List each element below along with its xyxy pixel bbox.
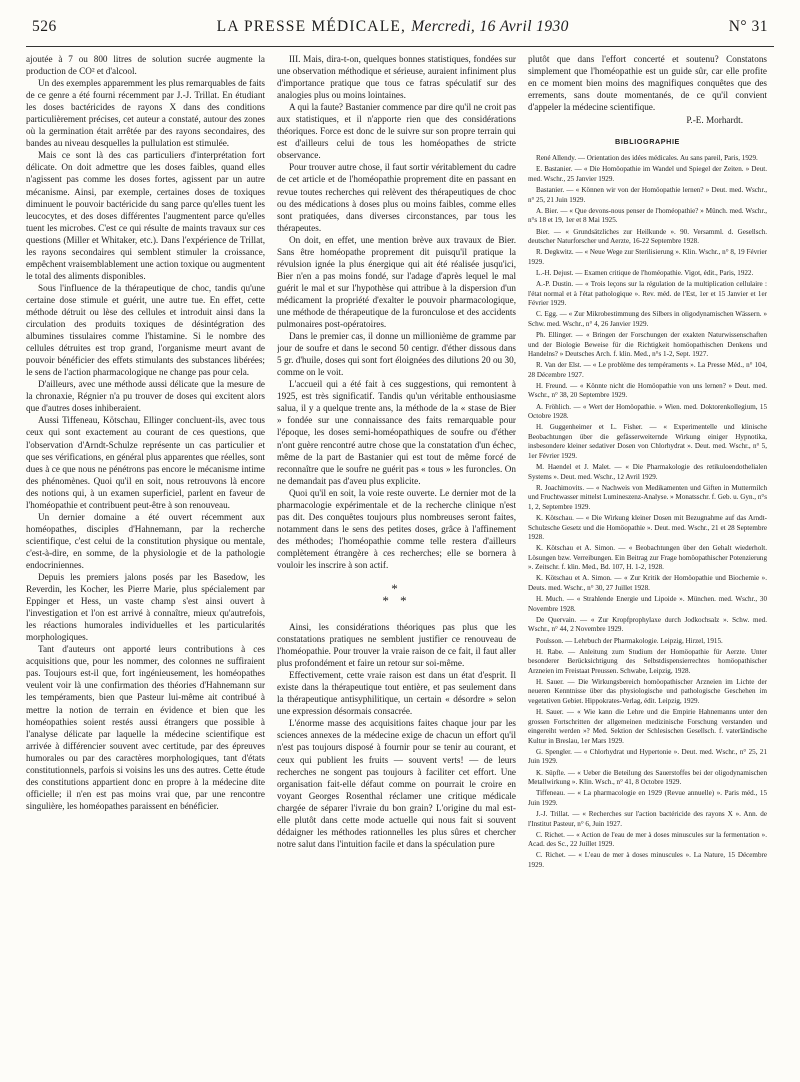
bibliography-entry: De Quervain. — « Zur Kropfprophylaxe durch Jodkochsalz ». Schw. med. Wschr., n° 44, 2 Novembre 1929. — [528, 615, 767, 634]
bibliography-entry: C. Richet. — « Action de l'eau de mer à doses minuscules sur la fermentation ». Acad. des Sc., 22 Juillet 1929. — [528, 830, 767, 849]
bibliography-entry: R. Joachimovits. — « Nachweis von Medikamenten und Giften in Muttermilch und Fruchtwasser mittelst Lumineszenz-Analyse. » Monatsschr. f. Geb. u. Gyn., n°s 1, 2, Septembre 1929. — [528, 483, 767, 511]
bibliography-entry: L.-H. Dejust. — Examen critique de l'homéopathie. Vigot, édit., Paris, 1922. — [536, 268, 754, 277]
bibliography-entry: Bier. — « Grundsätzliches zur Heilkunde ». 90. Versamml. d. Gesellsch. deutscher Naturforscher und Aerzte, 16-22 Septembre 1928. — [528, 227, 767, 246]
bibliography-entry: G. Spengler. — « Chlorhydrat und Hypertonie ». Deut. med. Wschr., n° 25, 21 Juin 1929. — [528, 747, 767, 766]
issue-date: Mercredi, 16 Avril 1930 — [411, 18, 569, 35]
bibliography-entry: H. Guggenheimer et L. Fisher. — « Experimentelle und klinische Beobachtungen über die gefässerweiternde Wirkung einiger Hypnotika, insbesondere kleiner sedativer Dosen von Chlorhydrat ». Deut. med. Wschr., n° 5, 1er Février 1929. — [528, 423, 767, 460]
column-middle — [277, 53, 516, 1063]
paragraph: Tant d'auteurs ont apporté leurs contributions à ces acquisitions que, pour les nommer, des colonnes ne suffiraient pas. Toujours est-il que, fort ingénieusement, les homéopathes veulent voir là une confirmation des théories d'Hahnemann sur les tempéraments, bien que Pasteur lui-même ait contribué à mettre la notion de terrain en évidence et bien que les homéopathies soient restés aussi étrangers que possible à l'analyse délicate par laquelle la médecine scientifique est arrivée à différencier souvent avec certitude, par des épreuves humorales ou par des caractères morphologiques, tant d'états constitutionnels, parfois si voisins les uns des autres. Cette étude des constitutions appartient donc en propre à la médecine dite officielle; il n'en est pas moins vrai que, par une rencontre singulière, les homéopathes paraissent en bénéficier. — [26, 644, 265, 811]
paragraph: ajoutée à 7 ou 800 litres de solution sucrée augmente la production de CO² et d'alcool. — [26, 54, 265, 77]
bibliography-entry: C. Richet. — « L'eau de mer à doses minuscules ». La Nature, 15 Décembre 1929. — [528, 851, 767, 869]
paragraph: III. Mais, dira-t-on, quelques bonnes statistiques, fondées sur une observation méthodique et sérieuse, auraient infiniment plus d'importance pratique que tous ce fatras spéculatif sur des analogies plus ou moins lointaines. — [277, 54, 516, 101]
running-title — [217, 18, 569, 36]
paragraph: Quoi qu'il en soit, la voie reste ouverte. Le dernier mot de la pharmacologie expérimentale et de la recherche clinique n'est pas dit. Des conquêtes toujours plus nombreuses seront faites, notamment dans le sens des petites doses, grâce à l'affinement des méthodes; l'homéopathie comme telle restera d'ailleurs complètement étrangère à ces recherches; elle se bornera à vouloir les inscrire à son actif. — [277, 487, 516, 570]
bibliography-entry: H. Freund. — « Könnte nicht die Homöopathie von uns lernen? » Deut. med. Wschr., n° 38, 20 Septembre 1929. — [528, 381, 767, 400]
column-left — [26, 53, 265, 1063]
bibliography-entry: A. Fröhlich. — « Wert der Homöopathie. » Wien. med. Doktorenkollegium, 15 Octobre 1928. — [528, 402, 767, 421]
bibliography-entry: H. Much. — « Strahlende Energie und Lipoide ». München. med. Wschr., 30 Novembre 1928. — [528, 595, 767, 613]
paragraph: Aussi Tiffeneau, Kötschau, Ellinger concluent-ils, avec tous ceux qui sont exactement au courant de ces questions, que l'observation d'Arndt-Schulze représente un cas particulier et que ses vérifications, en général plus apparentes que réelles, sont dues à ce que nous ne pénétrons pas encore le mécanisme intime des phénomènes. Quoi qu'il en soit, nous retrouvons là encore des notions qui, à un examen superficiel, parlent en faveur de l'homéopathie et contribuent peut-être à son renouveau. — [26, 415, 265, 510]
paragraph: Dans le premier cas, il donne un millionième de gramme par jour de soufre et dans le second 50 centigr. d'éther dissous dans 5 gr. d'huile, doses qui sont fort éloignées des dilutions 20 ou 30, comme on le voit. — [277, 331, 516, 378]
bibliography-entry: J.-J. Trillat. — « Recherches sur l'action bactéricide des rayons X ». Ann. de l'Institut Pasteur, n° 6, Juin 1927. — [528, 809, 767, 828]
bibliography-entry: René Allendy. — Orientation des idées médicales. Au sans pareil, Paris, 1929. — [536, 154, 758, 163]
paragraph: Depuis les premiers jalons posés par les Basedow, les Reverdin, les Kocher, les Pierre Marie, plus spécialement par Eppinger et Hess, un vaste champ s'est ainsi ouvert à l'investigation et l'on est arrivé à connaître, mieux qu'autrefois, les réactions humorales individuelles et les particularités morphologiques. — [26, 572, 265, 643]
column-right — [528, 53, 767, 1063]
bibliography-entry: K. Kötschau. — « Die Wirkung kleiner Dosen mit Bezugnahme auf das Arndt-Schulzsche Gesetz und die Homöopathie ». Deut. med. Wschr., 21 et 28 Septembre 1928. — [528, 513, 767, 542]
bibliography-entry: Bastanier. — « Können wir von der Homöopathie lernen? » Deut. med. Wschr., n° 25, 21 Juin 1929. — [528, 186, 767, 204]
paragraph: L'accueil qui a été fait à ces suggestions, qui remontent à 1925, est très significatif. Tandis qu'un véritable enthousiasme salua, il y a quelque trente ans, la méthode de la « stase de Bier » fondée sur une connaissance des faits remarquable pour l'époque, les doses semi-homéopathiques de soufre ou d'éther n'ont guère rencontré autre chose que la constatation d'un échec, même de la part de Bastanier qui est tout de même forcé de reconnaître que le soufre ne guérit pas « tous » les furoncles. On ne demandait pas d'aveu plus explicite. — [277, 379, 516, 486]
paragraph: A qui la faute? Bastanier commence par dire qu'il ne croit pas aux statistiques, et il n'apporte rien que des considérations théoriques. Force est donc de le suivre sur son propre terrain qui est d'ailleurs celui de tous les homéopathes de stricte observance. — [277, 102, 516, 161]
paragraph: Un dernier domaine a été ouvert récemment aux homéopathes, disciples d'Hahnemann, par la recherche scientifique, c'est celui de la constitution physique ou mentale, c'est-à-dire, en somme, de la physiologie et de la pathologie endocriniennes. — [26, 511, 265, 570]
paragraph: Effectivement, cette vraie raison est dans un état d'esprit. Il existe dans la thérapeutique tout entière, et pas seulement dans la thérapeutique antisyphilitique, un certain « désordre » selon une expression désormais consacrée. — [277, 670, 516, 717]
bibliography-entry: R. Van der Elst. — « Le problème des tempéraments ». La Presse Méd., n° 104, 28 Décembre 1927. — [528, 361, 767, 379]
bibliography-entry: Ph. Ellinger. — « Bringen der Forschungen der exakten Naturwissenschaften und der Biologie Beweise für die Richtigkeit homöopathischen Denkens und Handelns? » Deutsches Arch. f. klin. Med., n°s 1-2, Sept. 1927. — [528, 330, 767, 359]
bibliography-entry: E. Bastanier. — « Die Homöopathie im Wandel und Spiegel der Zeiten. » Deut. med. Wschr., 25 Janvier 1929. — [528, 165, 767, 184]
page-number: 526 — [32, 18, 57, 35]
bibliography-entry: K. Kötschau et A. Simon. — « Beobachtungen über den Gehalt wiederholt. Lösungen bzw. Verreibungen. Ein Beitrag zur Frage homöopathischer Potenzierung ». Zeitschr. f. klin. Med., Bd. 107, H. 1-2, 1928. — [528, 544, 767, 572]
paragraph: L'énorme masse des acquisitions faites chaque jour par les sciences annexes de la médecine exige de chacun un effort qu'il n'est pas toujours disposé à fournir pour se tenir au courant, et ceux qui publient les fruits — souvent verts! — de leurs recherches ne songent pas toujours à faciliter cet effort. Une organisation fait-elle défaut comme on pourrait le croire en voyant Georges Rosenthal réclamer une critique médicale chargée de séparer l'ivraie du bon grain? L'origine du mal est-elle plutôt dans cette mode actuelle qui nous fait si souvent dédaigner les méthodes rationnelles les plus sûres et chercher notre salut dans l'intuition facile et dans la spéculation pure — [277, 718, 516, 849]
bibliography-entry: H. Rabe. — Anleitung zum Studium der Homöopathie für Aerzte. Unter besonderer Berücksichtigung des Selbstdispensierrechtes homöopathischer Arzneien im Freistaat Preussen. Schwabe, Leipzig, 1928. — [528, 647, 767, 675]
bibliography-entry: R. Degkwitz. — « Neue Wege zur Sterilisierung ». Klin. Wschr., n° 8, 19 Février 1929. — [528, 248, 767, 266]
bibliography-entry: K. Kötschau et A. Simon. — « Zur Kritik der Homöopathie und Biochemie ». Deuts. med. Wschr., n° 30, 27 Juillet 1928. — [528, 574, 767, 592]
bibliography-entry: H. Sauer. — « Wie kann die Lehre und die Empirie Hahnemanns unter den grossen Fortschritten der allgemeinen medizinische Forschung verstanden und eingereiht werden »? Med. Sektion der Schlesischen Gesellsch. f. vaterländische Kultur in Breslau, 1er Mars 1929. — [528, 708, 767, 745]
bibliography-entry: M. Haendel et J. Malet. — « Die Pharmakologie des retikuloendothelialen Systems ». Deut. med. Wschr., 12 Avril 1929. — [528, 463, 767, 481]
paragraph: On doit, en effet, une mention brève aux travaux de Bier. Sans être homéopathe proprement dit puisqu'il pratique la révulsion ignée la plus énergique qui ait été réalisée jusqu'ici, Bier n'en a pas moins fondé, sur l'adage d'après lequel le mal guérit le mal et sur l'hypothèse qui attribue à la dispersion d'un médicament la propriété d'exalter le pouvoir pharmacologique, une méthode de thérapeutique de la furonculose et des accidents pulmonaires post-opératoires. — [277, 234, 516, 330]
bibliography-entry: Poulsson. — Lehrbuch der Pharmakologie. Leipzig, Hirzel, 1915. — [536, 636, 723, 645]
bibliography-entry: H. Sauer. — Die Wirkungsbereich homöopathischer Arzneien im Lichte der neueren Kenntnisse über das physiologische und pathologische Geschehen im vegetativen Gebiet. Hippokrates-Verlag, édit. Leipzig, 1929. — [528, 677, 767, 705]
bibliography-heading: BIBLIOGRAPHIE — [615, 137, 680, 147]
closing-paragraph: plutôt que dans l'effort concerté et soutenu? Constatons simplement que l'homéopathie est un guide sûr, car elle profite en ce moment bien moins des magnifiques conquêtes que des errements, sans doute momentanés, de ce qu'il convient d'appeler la médecine scientifique. — [528, 54, 767, 113]
header-rule — [26, 46, 774, 47]
paragraph: Mais ce sont là des cas particuliers d'interprétation fort délicate. On doit admettre que les doses faibles, quand elles n'agissent pas comme les doses fortes, agissent par un autre mécanisme. Ainsi, par exemple, certaines doses de toxiques diminuent le pouvoir bactéricide du sang parce qu'elles tuent les leucocytes, et des doses différentes l'augmentent parce qu'elles tuent les microbes. C'est ce qui résulte de maints travaux sur ces questions (Miller et Whitaker, etc.). Dans l'expérience de Trillat, les rayons secondaires qui semblent stimuler la croissance, empêchent vraisemblablement une action toxique ou augmentent le total des aliments disponibles. — [26, 150, 265, 281]
issue-number: N° 31 — [728, 18, 768, 35]
paragraph: Sous l'influence de la thérapeutique de choc, tandis qu'une certaine dose stimule et guérit, une autre tue. En effet, cette méthode détruit ou lèse des cellules et introduit ainsi dans la circulation des produits toxiques de désintégration des albumines tissulaires comme l'histamine. Si le nombre des cellules détruites est trop grand, l'organisme meurt avant de pouvoir bénéficier des effets stimulants des substances libérées; le sens de l'action pharmacologique ne change pas pour cela. — [26, 282, 265, 378]
paragraph: Pour trouver autre chose, il faut sortir véritablement du cadre de cet article et de l'homéopathie proprement dite en passant en revue toutes recherches qui relèvent des thérapeutiques de choc ou des médications à doses plus ou moins faibles, comme elles sont pratiquées, dans diverses circonstances, par tous les thérapeutes. — [277, 162, 516, 233]
paragraph: Un des exemples apparemment les plus remarquables de faits de ce genre a été fourni récemment par J.-J. Trillat. En étudiant les doses bactéricides de rayons X dans des conditions particulièrement précises, cet auteur a constaté, autour des zones où la germination était arrêtée par des rayons secondaires, des bandes au niveau desquelles la pullulation est stimulée. — [26, 78, 265, 149]
bibliography-entry: Tiffeneau. — « La pharmacologie en 1929 (Revue annuelle) ». Paris méd., 15 Juin 1929. — [528, 789, 767, 807]
article-columns — [26, 53, 774, 1063]
bibliography-entry: A.-P. Dustin. — « Trois leçons sur la régulation de la multiplication cellulaire : l'état normal et à l'état pathologique ». Rev. méd. de l'Est, 1er et 15 Janvier et 1er Février 1929. — [528, 280, 767, 308]
journal-name: LA PRESSE MÉDICALE, — [216, 18, 407, 35]
bibliography-list — [528, 154, 767, 870]
bibliography-entry: C. Egg. — « Zur Mikrobestimmung des Silbers in oligodynamischen Wässern. » Schw. med. Wschr., n° 4, 26 Janvier 1929. — [528, 310, 767, 328]
page-header — [26, 18, 774, 40]
section-separator-stars: * * * — [382, 581, 411, 609]
paragraph: Ainsi, les considérations théoriques pas plus que les constatations pratiques ne semblent justifier ce renouveau de l'homéopathie. Pour trouver la vraie raison de ce fait, il faut aller plus profondément et faire un retour sur soi-même. — [277, 622, 516, 669]
author-signature: P.-E. Morhardt. — [686, 115, 743, 126]
bibliography-entry: A. Bier. — « Que devons-nous penser de l'homéopathie? » Münch. med. Wschr., n°s 18 et 19, 1er et 8 Mai 1925. — [528, 206, 767, 225]
paragraph: D'ailleurs, avec une méthode aussi délicate que la mesure de la chronaxie, Régnier n'a pu trouver de doses qui excitent alors que d'autres doses inhiberaient. — [26, 379, 265, 414]
bibliography-entry: K. Süpfle. — « Ueber die Beteilung des Sauerstoffes bei der oligodynamischen Metallwirkung ». Klin. Wsch., n° 41, 8 Octobre 1929. — [528, 768, 767, 787]
